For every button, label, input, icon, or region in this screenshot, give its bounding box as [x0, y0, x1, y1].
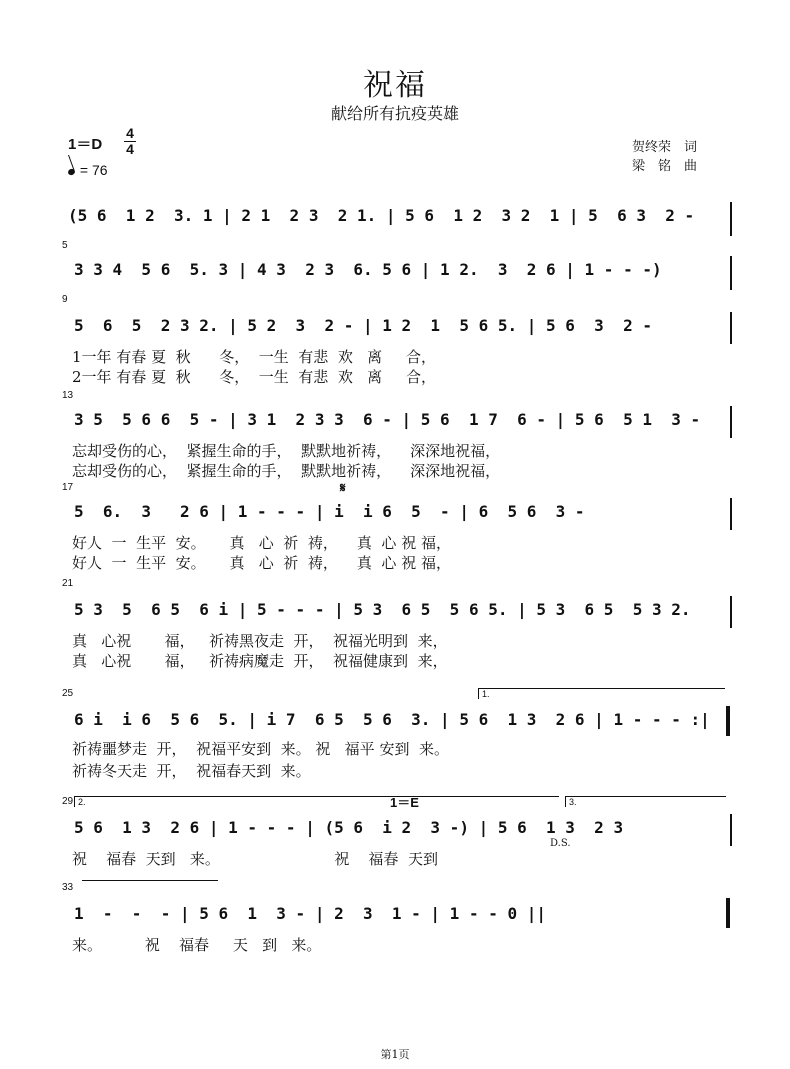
system-number: 17	[62, 482, 74, 493]
page-number: 第1页	[380, 1048, 410, 1061]
key-change: 1＝E	[390, 795, 419, 810]
barline	[730, 256, 732, 290]
lyric-line-1: 真 心祝 福， 祈祷黑夜走 开， 祝福光明到 来，	[72, 632, 448, 650]
volta-bracket-3	[565, 796, 726, 807]
song-title: 祝福	[363, 68, 427, 103]
lyric-line-2: 2一年 有春 夏 秋 冬， 一生 有悲 欢 离 合，	[72, 368, 436, 386]
time-sig-top: 4	[126, 125, 134, 141]
tempo-value: = 76	[79, 162, 108, 178]
system-number: 13	[62, 390, 74, 401]
staff-line: 6 i i 6 5 6 5. | i 7 6 5 5 6 3. | 5 6 1 3 2 6 | 1 - - - :|	[74, 710, 710, 729]
system-number: 25	[62, 688, 74, 699]
lyricist-credit: 贺终荣 词	[632, 140, 698, 155]
dal-segno-mark: D.S.	[550, 838, 571, 849]
lyric-line-2: 真 心祝 福， 祈祷病魔走 开， 祝福健康到 来，	[72, 652, 448, 670]
barline	[730, 312, 732, 344]
staff-line: 5 3 5 6 5 6 i | 5 - - - | 5 3 6 5 5 6 5. | 5 3 6 5 5 3 2.	[74, 600, 691, 619]
lyric-line-1: 好人 一 生平 安。 真 心 祈 祷， 真 心 祝 福，	[72, 534, 451, 552]
barline	[730, 406, 732, 438]
lyric-line-1: 1一年 有春 夏 秋 冬， 一生 有悲 欢 离 合，	[72, 348, 436, 366]
lyric-line-2: 忘却受伤的心， 紧握生命的手， 默默地祈祷， 深深地祝福，	[72, 462, 501, 480]
repeat-end-barline	[726, 706, 730, 736]
volta-label: 2.	[78, 797, 86, 807]
volta-label: 3.	[569, 797, 577, 807]
lyric-line-2: 好人 一 生平 安。 真 心 祈 祷， 真 心 祝 福，	[72, 554, 451, 572]
composer-credit: 梁 铭 曲	[632, 159, 698, 174]
final-barline	[726, 898, 730, 928]
system-number: 9	[62, 294, 68, 305]
tempo-marking	[68, 162, 108, 178]
staff-line: 1 - - - | 5 6 1 3 - | 2 3 1 - | 1 - - 0 ||	[74, 904, 547, 923]
system-number: 29	[62, 796, 74, 807]
barline	[730, 814, 732, 846]
volta-label: 1.	[482, 689, 490, 699]
time-signature	[124, 126, 136, 157]
system-number: 5	[62, 240, 68, 251]
lyric-line-1: 来。 祝 福春 天 到 来。	[72, 936, 322, 954]
quarter-note-icon	[67, 168, 76, 176]
lyric-line-2: 祈祷冬天走 开， 祝福春天到 来。	[72, 762, 311, 780]
time-sig-bottom: 4	[124, 141, 136, 157]
barline	[730, 498, 732, 530]
staff-line: 3 3 4 5 6 5. 3 | 4 3 2 3 6. 5 6 | 1 2. 3 2 6 | 1 - - -)	[74, 260, 662, 279]
segno-sign: 𝄋	[340, 480, 346, 495]
volta-continuation	[82, 880, 218, 891]
system-number: 33	[62, 882, 74, 893]
staff-line: 5 6 1 3 2 6 | 1 - - - | (5 6 i 2 3 -) | 5 6 1 3 2 3	[74, 818, 624, 837]
key-signature: 1＝D	[68, 136, 103, 153]
barline	[730, 202, 732, 236]
staff-line: 3 5 5 6 6 5 - | 3 1 2 3 3 6 - | 5 6 1 7 6 - | 5 6 5 1 3 -	[74, 410, 701, 429]
staff-line: (5 6 1 2 3. 1 | 2 1 2 3 2 1. | 5 6 1 2 3 2 1 | 5 6 3 2 -	[68, 206, 695, 225]
staff-line: 5 6. 3 2 6 | 1 - - - | i i 6 5 - | 6 5 6 3 -	[74, 502, 585, 521]
lyric-line-1: 祈祷噩梦走 开， 祝福平安到 来。 祝 福平 安到 来。	[72, 740, 449, 758]
lyric-line-1: 忘却受伤的心， 紧握生命的手， 默默地祈祷， 深深地祝福，	[72, 442, 501, 460]
barline	[730, 596, 732, 628]
staff-line: 5 6 5 2 3 2. | 5 2 3 2 - | 1 2 1 5 6 5. | 5 6 3 2 -	[74, 316, 652, 335]
volta-bracket-2	[74, 796, 559, 807]
system-number: 21	[62, 578, 74, 589]
song-subtitle: 献给所有抗疫英雄	[330, 106, 459, 123]
lyric-line-1: 祝 福春 天到 来。 祝 福春 天到	[72, 850, 438, 868]
volta-bracket-1	[478, 688, 725, 699]
